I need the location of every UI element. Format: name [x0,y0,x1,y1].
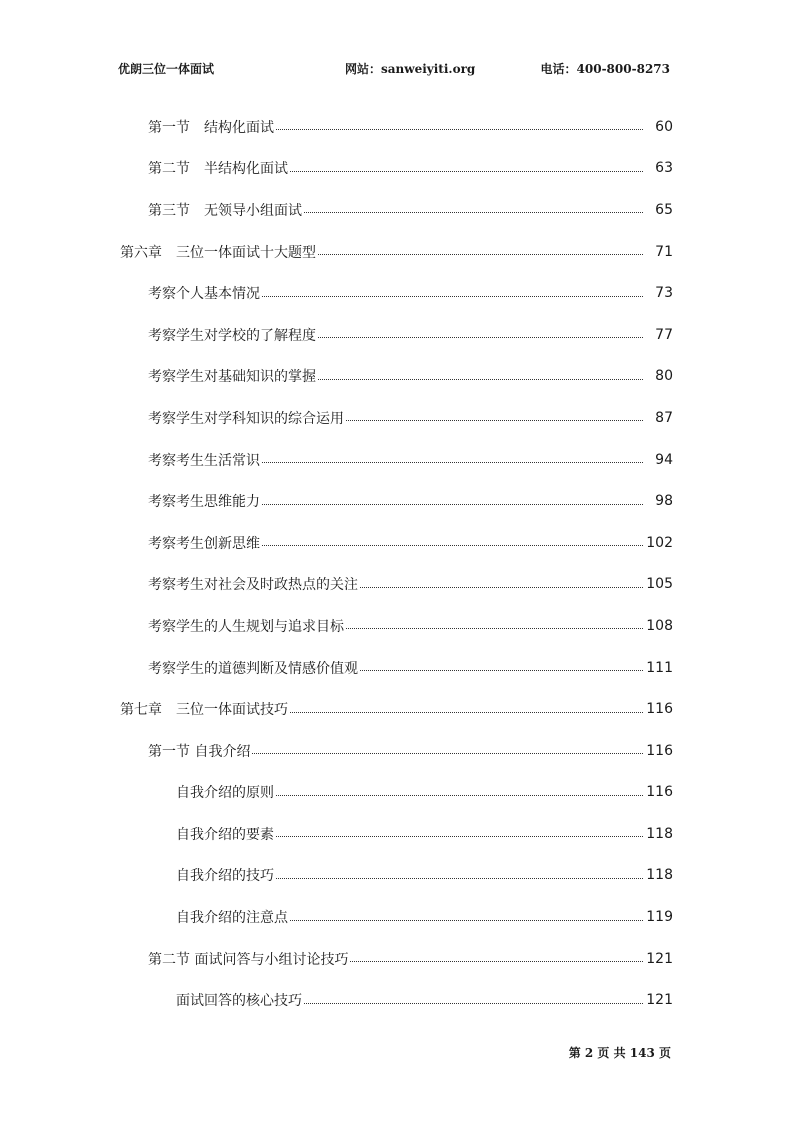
toc-dot-leader [262,504,643,505]
toc-entry-page-number: 108 [646,617,673,634]
toc-entry-label: 自我介绍的原则 [176,785,274,802]
toc-entry-label: 考察考生生活常识 [148,452,260,469]
toc-entry[interactable] [0,189,793,231]
toc-dot-leader [290,920,643,921]
toc-dot-leader [360,670,643,671]
toc-entry[interactable] [0,397,793,439]
toc-dot-leader [290,171,643,172]
toc-entry-label: 考察考生思维能力 [148,494,260,511]
toc-entry[interactable] [0,730,793,772]
toc-dot-leader [276,129,643,130]
toc-dot-leader [276,795,643,796]
toc-entry[interactable] [0,106,793,148]
toc-entry-page-number: 102 [646,534,673,551]
page-footer: 第 2 页 共 143 页 [568,1046,671,1060]
toc-entry-page-number: 80 [655,368,673,385]
toc-entry-label: 考察学生对学校的了解程度 [148,327,316,344]
toc-dot-leader [304,1003,643,1004]
toc-entry[interactable] [0,148,793,190]
toc-dot-leader [360,587,643,588]
toc-entry-page-number: 121 [646,992,673,1009]
toc-entry-label: 自我介绍的要素 [176,826,274,843]
toc-dot-leader [252,753,643,754]
toc-entry-label: 考察学生对基础知识的掌握 [148,369,316,386]
toc-entry-label: 考察考生创新思维 [148,535,260,552]
toc-entry[interactable] [0,855,793,897]
toc-dot-leader [290,712,643,713]
toc-dot-leader [276,836,643,837]
toc-entry-page-number: 111 [646,659,673,676]
toc-dot-leader [318,254,643,255]
toc-dot-leader [304,212,643,213]
toc-entry[interactable] [0,314,793,356]
toc-entry-page-number: 119 [646,909,673,926]
toc-entry[interactable] [0,439,793,481]
toc-entry-label: 考察学生的道德判断及情感价值观 [148,660,358,677]
toc-entry-label: 第一节 自我介绍 [148,743,251,760]
toc-dot-leader [262,462,643,463]
toc-entry-label: 自我介绍的注意点 [176,910,288,927]
toc-entry[interactable] [0,522,793,564]
toc-entry-page-number: 65 [655,201,673,218]
toc-dot-leader [318,379,643,380]
toc-entry-page-number: 77 [655,326,673,343]
header-website: 网站：sanweiyiti.org [345,62,476,76]
toc-entry-label: 第二节 面试问答与小组讨论技巧 [148,951,349,968]
toc-entry-page-number: 116 [646,742,673,759]
toc-entry-page-number: 118 [646,825,673,842]
toc-entry-page-number: 118 [646,867,673,884]
toc-entry-label: 考察学生的人生规划与追求目标 [148,618,344,635]
toc-entry-label: 第六章 三位一体面试十大题型 [120,244,316,261]
toc-entry[interactable] [0,356,793,398]
toc-entry-page-number: 71 [655,243,673,260]
toc-entry-page-number: 63 [655,160,673,177]
toc-entry[interactable] [0,979,793,1021]
toc-entry[interactable] [0,605,793,647]
toc-entry[interactable] [0,272,793,314]
toc-entry-page-number: 116 [646,701,673,718]
toc-entry-page-number: 105 [646,576,673,593]
toc-entry-label: 考察学生对学科知识的综合运用 [148,410,344,427]
toc-entry-label: 第一节 结构化面试 [148,119,274,136]
toc-entry[interactable] [0,938,793,980]
toc-entry-label: 第七章 三位一体面试技巧 [120,702,288,719]
toc-entry-page-number: 73 [655,285,673,302]
table-of-contents [0,106,793,1021]
toc-entry-label: 第二节 半结构化面试 [148,161,288,178]
toc-entry-page-number: 116 [646,784,673,801]
toc-entry-page-number: 94 [655,451,673,468]
header-company: 优朗三位一体面试 [118,62,215,76]
header-phone: 电话：400-800-8273 [540,62,670,76]
toc-entry[interactable] [0,480,793,522]
toc-dot-leader [318,337,643,338]
toc-entry[interactable] [0,896,793,938]
toc-entry[interactable] [0,688,793,730]
toc-entry-label: 第三节 无领导小组面试 [148,202,302,219]
toc-entry-label: 考察个人基本情况 [148,286,260,303]
toc-dot-leader [276,878,643,879]
toc-entry-page-number: 87 [655,409,673,426]
toc-dot-leader [346,420,643,421]
toc-entry[interactable] [0,813,793,855]
toc-entry-page-number: 98 [655,493,673,510]
toc-dot-leader [262,545,643,546]
toc-dot-leader [346,628,643,629]
toc-entry-page-number: 60 [655,118,673,135]
toc-entry[interactable] [0,772,793,814]
toc-entry[interactable] [0,564,793,606]
toc-entry-label: 考察考生对社会及时政热点的关注 [148,577,358,594]
toc-entry[interactable] [0,647,793,689]
page-header [118,60,670,80]
toc-entry-label: 面试回答的核心技巧 [176,993,302,1010]
toc-dot-leader [262,296,643,297]
toc-entry-label: 自我介绍的技巧 [176,868,274,885]
toc-dot-leader [350,961,643,962]
toc-entry[interactable] [0,231,793,273]
toc-entry-page-number: 121 [646,950,673,967]
